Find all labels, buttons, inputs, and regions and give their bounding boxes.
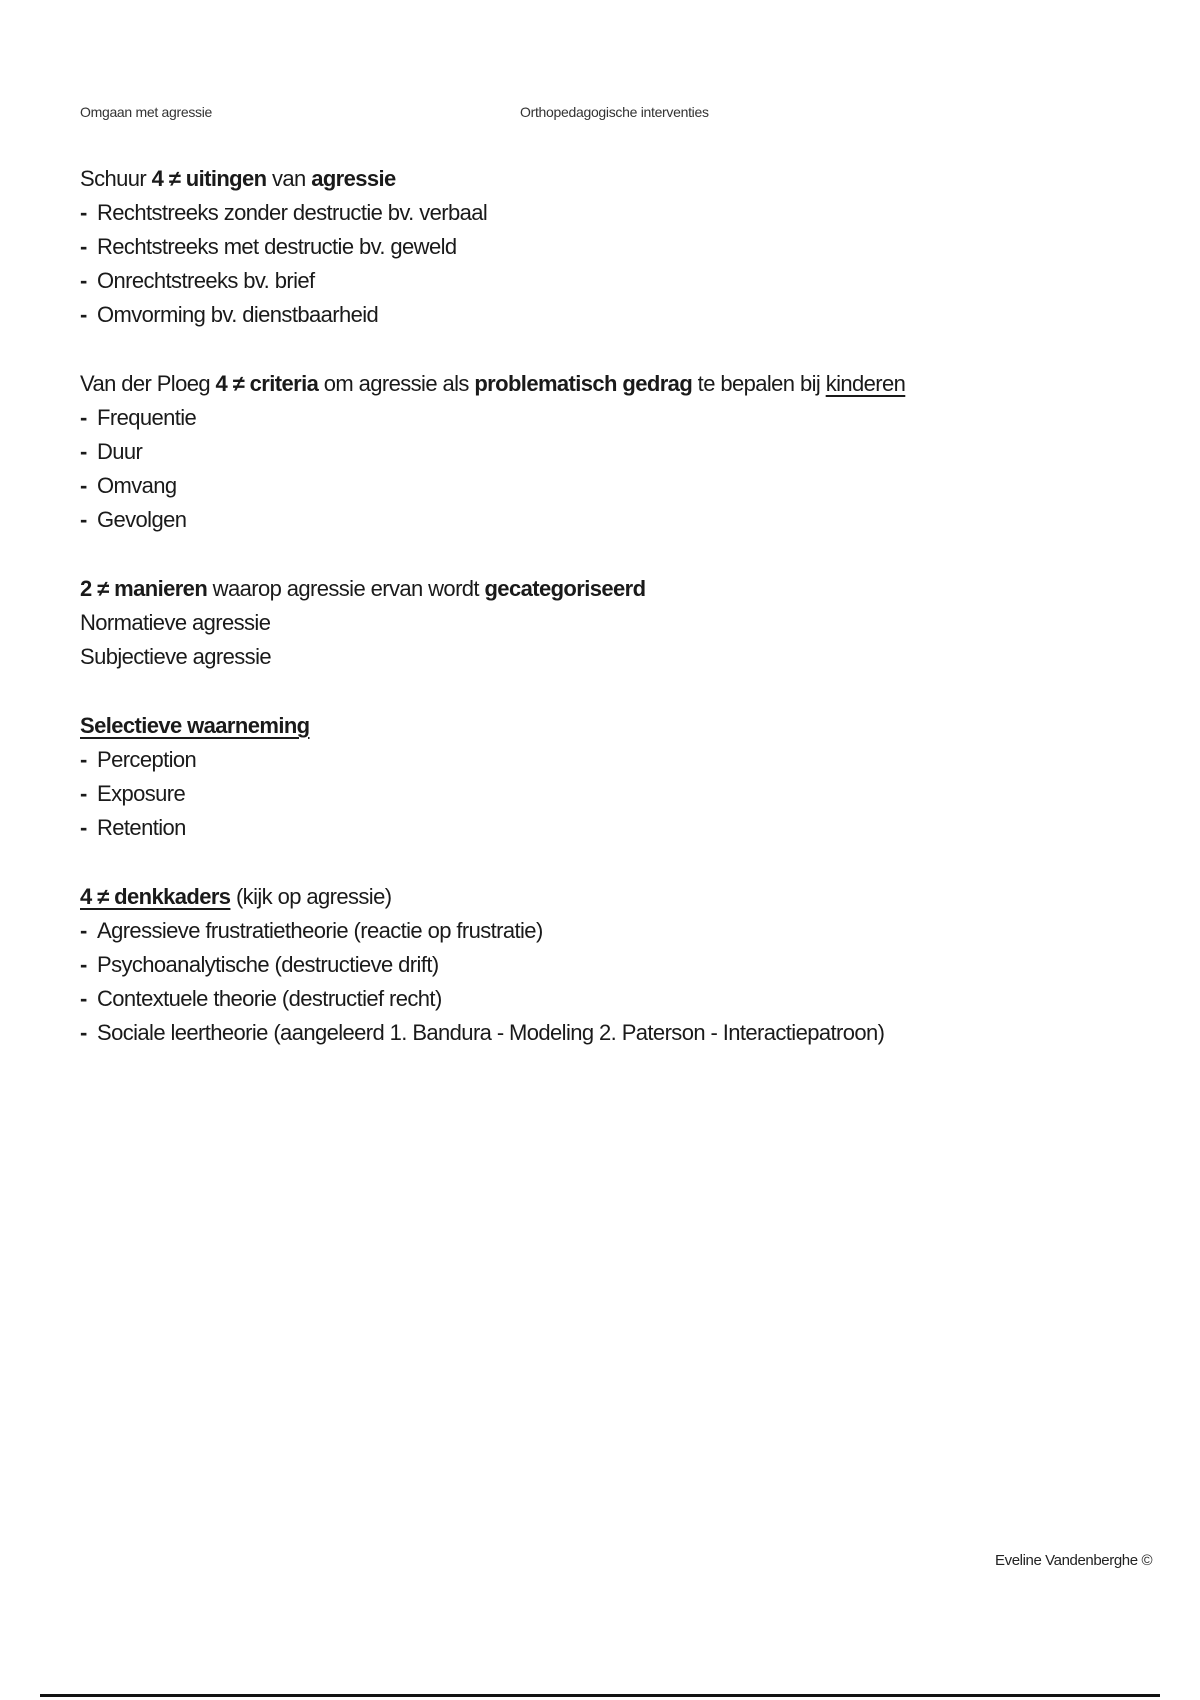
heading-bold-text: 4 ≠ criteria <box>215 371 319 396</box>
list-item: - Psychoanalytische (destructieve drift) <box>80 948 1120 982</box>
list-uitingen <box>80 196 1120 332</box>
section-heading-denkkaders <box>80 880 1120 914</box>
list-item: - Contextuele theorie (destructief recht) <box>80 982 1120 1016</box>
heading-bold-text: 2 ≠ manieren <box>80 576 208 601</box>
list-item: - Omvorming bv. dienstbaarheid <box>80 298 1120 332</box>
heading-bold-text: problematisch gedrag <box>474 371 693 396</box>
section-heading-ploeg <box>80 367 1120 401</box>
list-item: - Duur <box>80 435 1120 469</box>
heading-underlined-text: kinderen <box>825 371 906 396</box>
heading-bold-text: 4 ≠ uitingen <box>151 166 267 191</box>
page-header <box>80 104 1120 128</box>
bottom-divider <box>40 1694 1160 1697</box>
heading-text: waarop agressie ervan wordt <box>207 576 485 601</box>
footer-credit: Eveline Vandenberghe © <box>995 1552 1153 1569</box>
heading-text: (kijk op agressie) <box>230 884 392 909</box>
heading-text: van <box>266 166 312 191</box>
list-item: - Frequentie <box>80 401 1120 435</box>
list-item: - Onrechtstreeks bv. brief <box>80 264 1120 298</box>
list-item: - Rechtstreeks zonder destructie bv. verbaal <box>80 196 1120 230</box>
list-item: - Sociale leertheorie (aangeleerd 1. Bandura - Modeling 2. Paterson - Interactiepatroon) <box>80 1016 1120 1050</box>
document-body <box>80 162 1120 1085</box>
header-course-title: Omgaan met agressie <box>80 104 213 120</box>
section-heading-schuur <box>80 162 1120 196</box>
list-item: - Rechtstreeks met destructie bv. geweld <box>80 230 1120 264</box>
heading-text: Schuur <box>80 166 152 191</box>
heading-text: te bepalen bij <box>692 371 826 396</box>
list-item: - Exposure <box>80 777 1120 811</box>
section-schuur <box>80 162 1120 332</box>
section-ploeg <box>80 367 1120 537</box>
text-line: Normatieve agressie <box>80 610 271 635</box>
heading-underlined-bold-text: Selectieve waarneming <box>80 713 310 738</box>
section-selectieve <box>80 709 1120 845</box>
list-denkkaders <box>80 914 1120 1050</box>
heading-text: om agressie als <box>318 371 475 396</box>
list-criteria <box>80 401 1120 537</box>
list-item: - Agressieve frustratietheorie (reactie op frustratie) <box>80 914 1120 948</box>
header-subject-title: Orthopedagogische interventies <box>520 104 709 120</box>
heading-bold-text: gecategoriseerd <box>484 576 646 601</box>
list-item: - Omvang <box>80 469 1120 503</box>
list-item: - Retention <box>80 811 1120 845</box>
section-heading-manieren <box>80 572 1120 606</box>
heading-underlined-bold-text: 4 ≠ denkkaders <box>80 884 231 909</box>
heading-bold-text: agressie <box>311 166 396 191</box>
text-line: Subjectieve agressie <box>80 644 272 669</box>
list-item: - Perception <box>80 743 1120 777</box>
list-item: - Gevolgen <box>80 503 1120 537</box>
section-manieren <box>80 572 1120 674</box>
heading-text: Van der Ploeg <box>80 371 216 396</box>
list-waarneming <box>80 743 1120 845</box>
section-heading-selectieve <box>80 709 1120 743</box>
section-denkkaders <box>80 880 1120 1050</box>
